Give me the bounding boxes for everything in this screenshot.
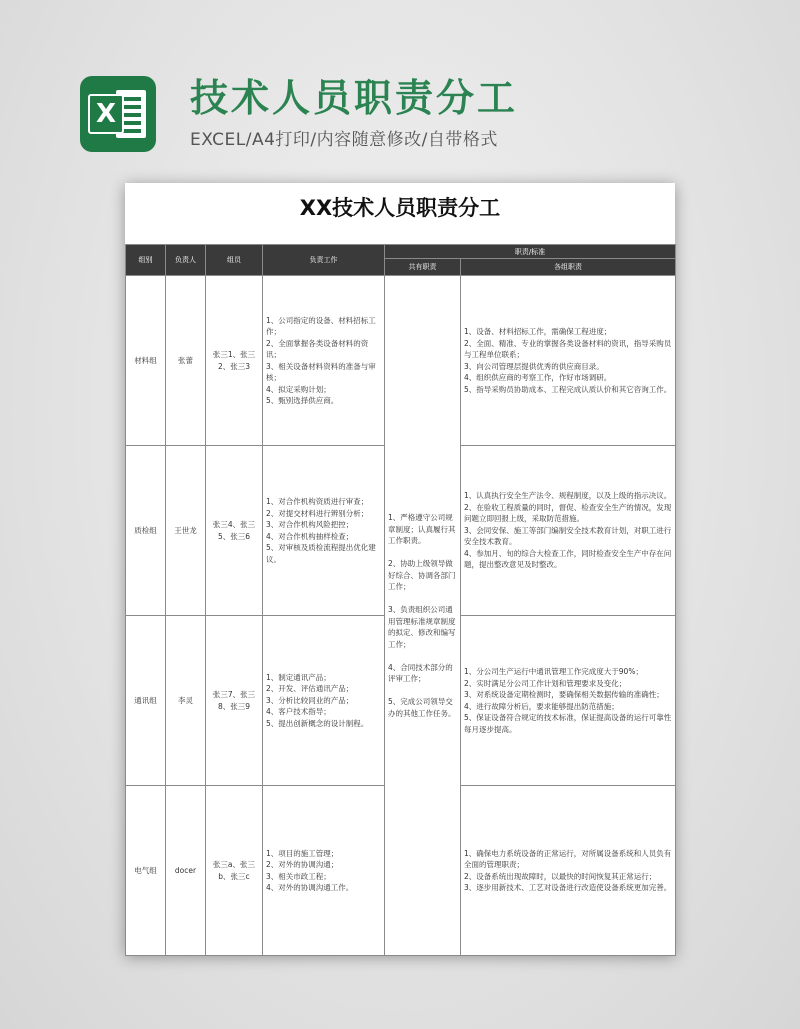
cell-group: 材料组 xyxy=(126,276,166,446)
cell-group: 通讯组 xyxy=(126,616,166,786)
cell-work: 1、制定通讯产品； 2、开发、评估通讯产品； 3、分析比较同业的产品； 4、客户技术指导； 5、提出创新概念的设计制程。 xyxy=(263,616,385,786)
cell-owner: 张蕾 xyxy=(166,276,206,446)
cell-members: 张三a、张三b、张三c xyxy=(206,786,263,956)
cell-common-duties: 1、严格遵守公司规章制度；认真履行其工作职责。 2、协助上级领导做好综合、协调各部门工作； 3、负责组织公司通用管理标准规章制度的拟定、修改和编写工作； 4、合同技术部分的评审工作； 5、完成公司领导交办的其他工作任务。 xyxy=(385,276,461,956)
cell-group: 电气组 xyxy=(126,786,166,956)
cell-owner: docer xyxy=(166,786,206,956)
header-work: 负责工作 xyxy=(263,245,385,276)
cell-group-duty: 1、设备、材料招标工作，需确保工程进度； 2、全面、精准、专业的掌握各类设备材料的资讯，指导采购员与工程单位联系； 3、向公司管理层提供优秀的供应商目录。 4、组织供应商的考察工作，作好市场调研。 5、指导采购员协助成本、工程完成认质认价和其它咨询工作。 xyxy=(461,276,676,446)
cell-group-duty: 1、确保电力系统设备的正常运行，对所属设备系统和人员负有全面的管理职责； 2、设备系统出现故障时，以最快的时间恢复其正常运行； 3、逐步用新技术、工艺对设备进行改造使设备系统更加完善。 xyxy=(461,786,676,956)
cell-group: 质检组 xyxy=(126,446,166,616)
header-duty: 职责/标准 xyxy=(385,245,676,259)
cell-work: 1、对合作机构资质进行审查； 2、对提交材料进行辨别分析； 3、对合作机构风险把控； 4、对合作机构抽样检查； 5、对审核及质检流程提出优化建议。 xyxy=(263,446,385,616)
banner xyxy=(80,72,760,162)
document-title: XX技术人员职责分工 xyxy=(299,196,501,220)
banner-subtitle: EXCEL/A4打印/内容随意修改/自带格式 xyxy=(190,130,498,150)
header-common: 共有职责 xyxy=(385,259,461,276)
cell-owner: 王世龙 xyxy=(166,446,206,616)
header-members: 组员 xyxy=(206,245,263,276)
cell-work: 1、项目的施工管理； 2、对外的协调沟通； 3、相关市政工程； 4、对外的协调沟通工作。 xyxy=(263,786,385,956)
cell-group-duty: 1、认真执行安全生产法令、规程制度，以及上级的指示决议。 2、在验收工程质量的同时，督促、检查安全生产的情况，发现问题立即回报上级，采取防范措施。 3、会同安保、施工等部门编制安全技术教育计划，对职工进行安全技术教育。 4、参加月、旬的综合大检查工作，同时检查安全生产中存在问题，提出整改意见及时整改。 xyxy=(461,446,676,616)
duties-table xyxy=(125,244,676,956)
cell-owner: 李灵 xyxy=(166,616,206,786)
banner-title: 技术人员职责分工 xyxy=(190,76,519,120)
cell-members: 张三1、张三2、张三3 xyxy=(206,276,263,446)
table-row xyxy=(126,276,676,446)
excel-x-letter: X xyxy=(88,94,124,134)
cell-group-duty: 1、分公司生产运行中通讯管理工作完成度大于90%； 2、实时满足分公司工作计划和管理要求及变化； 3、对系统设备定期检测时，要确保相关数据传输的准确性； 4、进行故障分析后，要求能够提出防范措施； 5、保证设备符合规定的技术标准，保证提高设备的运行可靠性每月逐步提高。 xyxy=(461,616,676,786)
header-owner: 负责人 xyxy=(166,245,206,276)
cell-work: 1、公司指定的设备、材料招标工作； 2、全面掌握各类设备材料的资讯； 3、相关设备材料资料的准备与审核； 4、拟定采购计划； 5、甄别选择供应商。 xyxy=(263,276,385,446)
header-group: 组别 xyxy=(126,245,166,276)
document-sheet xyxy=(125,183,675,955)
excel-icon xyxy=(80,76,156,152)
cell-members: 张三4、张三5、张三6 xyxy=(206,446,263,616)
header-each: 各组职责 xyxy=(461,259,676,276)
cell-members: 张三7、张三8、张三9 xyxy=(206,616,263,786)
